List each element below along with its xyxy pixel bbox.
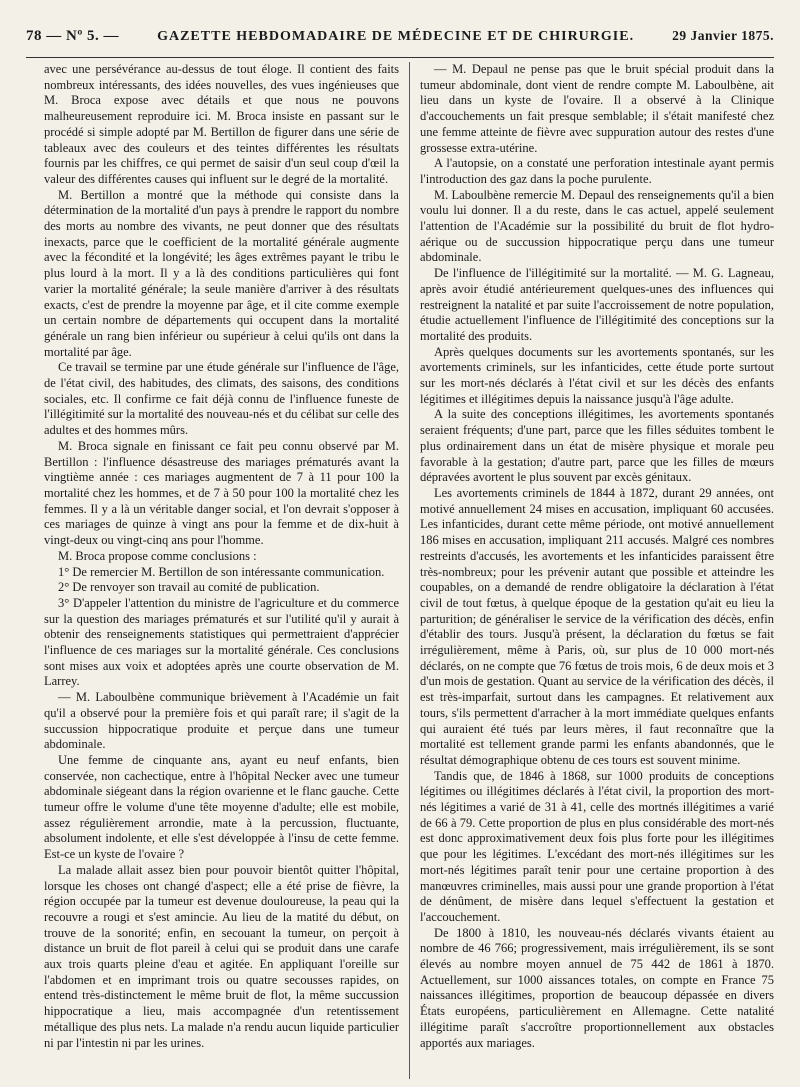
paragraph: M. Broca propose comme conclusions : xyxy=(58,548,257,563)
paragraph: De 1800 à 1810, les nouveau-nés déclarés vivants étaient au nombre de 46 766; progressivement, mais irrégulièrement, ils se sont élevés au nombre moyen annuel de 75 442 de 1861 à 1870. Actuellement, sur 1000 aissances totales, on compte en France 75 naissances illégitimes, proportion de beaucoup dépassée en divers États européens, particulièrement en Allemagne. Cette natalité illégitime paraît s'accroître proportionnellement aux obstacles apportés aux mariages. xyxy=(420,925,774,1050)
paragraph: — M. Laboulbène communique brièvement à l'Académie un fait qu'il a observé pour la première fois et qui paraît rare; il s'agit de la succussion hippocratique produite et perçue dans une tumeur abdominale. xyxy=(44,690,399,752)
paragraph: avec une persévérance au-dessus de tout éloge. Il contient des faits nombreux intéressants, des idées nouvelles, des vues ingénieuses que M. Broca expose avec détails et que nous ne pouvons malheureusement reproduire ici. M. Broca insiste en passant sur le procédé si simple adopté par M. Bertillon de figurer dans une série de tableaux avec des couleurs et des teintes différentes les résultats fournis par les chiffres, ce qui permet de saisir d'un seul coup d'œil la valeur des différentes causes qui influent sur le degré de la mortalité. xyxy=(44,62,399,186)
paragraph: A la suite des conceptions illégitimes, les avortements spontanés seraient fréquents; d'une part, parce que les filles séduites tombent le plus ordinairement dans un état de misère physique et morale peu favorable à la gestation; d'autre part, parce que les filles de mœurs dépravées avortent le plus souvent par excès génitaux. xyxy=(420,407,774,485)
paragraph: 3° D'appeler l'attention du ministre de l'agriculture et du commerce sur la question des mariages prématurés et sur l'utilité qu'il y aurait à obtenir des renseignements statistiques qui permettraient d'apprécier l'influence de ces mariages sur la mortalité générale. Ces conclusions sont mises aux voix et adoptées après une courte observation de M. Larrey. xyxy=(44,595,399,689)
left-column xyxy=(44,62,409,1079)
paragraph: Ce travail se termine par une étude générale sur l'influence de l'âge, de l'état civil, des habitudes, des climats, des saisons, des conditions sociales, etc. Il confirme ce fait déjà connu de l'influence funeste de l'illégitimité sur la mortalité des nouveau-nés et du célibat sur celle des adultes et des hommes mûrs. xyxy=(44,360,399,438)
issue-date: 29 Janvier 1875. xyxy=(672,28,774,43)
paragraph: Tandis que, de 1846 à 1868, sur 1000 produits de conceptions légitimes ou illégitimes déclarés à l'état civil, la proportion des mort-nés légitimes a varié de 31 à 41, celle des mortnés illégitimes a varié de 66 à 79. Cette proportion de plus en plus considérable des mort-nés est donc approximativement deux fois plus forte pour les illégitimes que pour les légitimes. L'excédant des mort-nés illégitimes sur les mort-nés légitimes paraît tenir pour une certaine proportion à des manœuvres criminelles, mais aussi pour une grande proportion à l'état de dénûment, de misère dans lequel s'effectuent la gestation et l'accouchement. xyxy=(420,768,774,924)
paragraph: M. Laboulbène remercie M. Depaul des renseignements qu'il a bien voulu lui donner. Il a du reste, dans le cas actuel, appelé seulement l'attention de l'Académie sur la possibilité du bruit de flot hydro-aérique ou de succussion hippocratique perçu dans une tumeur abdominale. xyxy=(420,187,774,265)
paragraph: A l'autopsie, on a constaté une perforation intestinale ayant permis l'introduction des gaz dans la poche purulente. xyxy=(420,156,774,186)
journal-title: GAZETTE HEBDOMADAIRE DE MÉDECINE ET DE CHIRURGIE. xyxy=(157,29,635,44)
paragraph: La malade allait assez bien pour pouvoir bientôt quitter l'hôpital, lorsque les choses ont changé d'aspect; elle a été prise de fièvre, la région occupée par la tumeur est devenue douloureuse, la peau qui la recouvre a rougi et s'est amincie. Au lieu de la matité du début, on trouve de la sonorité; enfin, en secouant la tumeur, on perçoit à distance un bruit de flot pareil à celui qui se produit dans une carafe aux trois quarts pleine d'eau et agitée. En appliquant l'oreille sur l'abdomen et en imprimant trois ou quatre secousses rapides, on entend très-distinctement le même bruit de flot, la même succussion hippocratique a lieu, mais accompagnée d'un retentissement métallique des plus nets. La malade n'a rendu aucun liquide particulier ni par l'intestin ni par les urines. xyxy=(44,862,399,1050)
paragraph: M. Bertillon a montré que la méthode qui consiste dans la détermination de la mortalité d'un pays à prendre le rapport du nombre des morts au nombre des vivants, ne peut donner que des résultats inexacts, parce que le coefficient de la mortalité générale augmente avec la fécondité et la longévité; les âges extrêmes payant le tribu le plus lourd à la mort. Il y a là des conditions particulières qui font varier la mortalité générale; la seule manière d'arriver à des résultats exacts, c'est de prendre la moyenne par âge, et il cite comme exemple un certain nombre de départements qui occupent dans la mortalité générale un rang bien inférieur ou supérieur à celui qu'ils ont dans la mortalité par âge. xyxy=(44,187,399,359)
paragraph: Les avortements criminels de 1844 à 1872, durant 29 années, ont motivé annuellement 24 mises en accusation, impliquant 60 accusées. Les infanticides, durant cette même période, ont motivé annuellement 186 mises en accusation, impliquant 211 accusés. Malgré ces nombres restreints d'accusés, les avortements et les infanticides paraissent être très-nombreux; pour les prévenir autant que possible et atteindre les coupables, on a demandé de rendre obligatoire la déclaration à l'état civil de tout fœtus, à quelque époque de la gestation qu'ait eu lieu la parturition; de généraliser le service de la vérification des décès, enfin d'établir des tours. Jusqu'à présent, la déclaration du fœtus se fait irrégulièrement, même à Paris, où, sur plus de 10 000 mort-nés déclarés, on ne compte que 76 fœtus de trois mois, 6 de deux mois et 3 d'un mois de gestation. Quant au service de la vérification des décès, il est très-imparfait, surtout dans les campagnes. Et relativement aux tours, s'ils permettent d'arracher à la mort immédiate quelques enfants qui auraient été tués par leurs mères, il faut reconnaître que la mortalité est tellement grande parmi les enfants abandonnés, que le résultat démographique obtenu de ces tours est souvent minime. xyxy=(420,485,774,767)
paragraph: De l'influence de l'illégitimité sur la mortalité. — M. G. Lagneau, après avoir étudié antérieurement quelques-unes des influences qui restreignent la natalité et par suite l'accroissement de notre population, étudie actuellement l'influence de l'illégitimité des conceptions sur la mortalité des produits. xyxy=(420,266,774,343)
paragraph: 1° De remercier M. Bertillon de son intéressante communication. xyxy=(58,564,385,579)
right-column xyxy=(409,62,774,1079)
paragraph: 2° De renvoyer son travail au comité de publication. xyxy=(58,580,320,595)
paragraph: — M. Depaul ne pense pas que le bruit spécial produit dans la tumeur abdominale, dont vient de rendre compte M. Laboulbène, ait lieu dans un kyste de l'ovaire. Il a observé à la Clinique d'accouchements un fait presque semblable; il s'était manifesté chez une femme atteinte de fièvre avec suppuration autour des restes d'une grossesse extra-utérine. xyxy=(420,62,774,155)
running-header xyxy=(26,28,774,58)
paragraph: Une femme de cinquante ans, ayant eu neuf enfants, bien conservée, non cachectique, entre à l'hôpital Necker avec une tumeur abdominale siégeant dans la région ovarienne et le flanc gauche. Cette tumeur offre le volume d'une tête moyenne d'adulte; elle est mobile, assez régulièrement arrondie, mate à la percussion, fluctuante, absolument indolente, et elle s'est développée à l'insu de cette femme. Est-ce un kyste de l'ovaire ? xyxy=(44,752,399,862)
paragraph: Après quelques documents sur les avortements spontanés, sur les avortements criminels, sur les infanticides, cette étude porte surtout sur les mort-nés déclarés à l'état civil et sur les décès des enfants légitimes et illégitimes depuis la naissance jusqu'à l'âge adulte. xyxy=(420,344,774,406)
paragraph: M. Broca signale en finissant ce fait peu connu observé par M. Bertillon : l'influence désastreuse des mariages prématurés avant la vingtième année : ces mariages augmentent de 7 à 11 pour 100 la mortalité chez les hommes, et de 7 à 50 pour 100 la mortalité chez les femmes. Il y a là un véritable danger social, et l'on devrait s'opposer à ces mariages de quinze à vingt ans pour la femme et de dix-huit à vingt-deux ou vingt-cinq ans pour l'homme. xyxy=(44,438,399,548)
page-number: 78 — Nº 5. — xyxy=(26,28,120,44)
text-columns xyxy=(44,62,774,1079)
